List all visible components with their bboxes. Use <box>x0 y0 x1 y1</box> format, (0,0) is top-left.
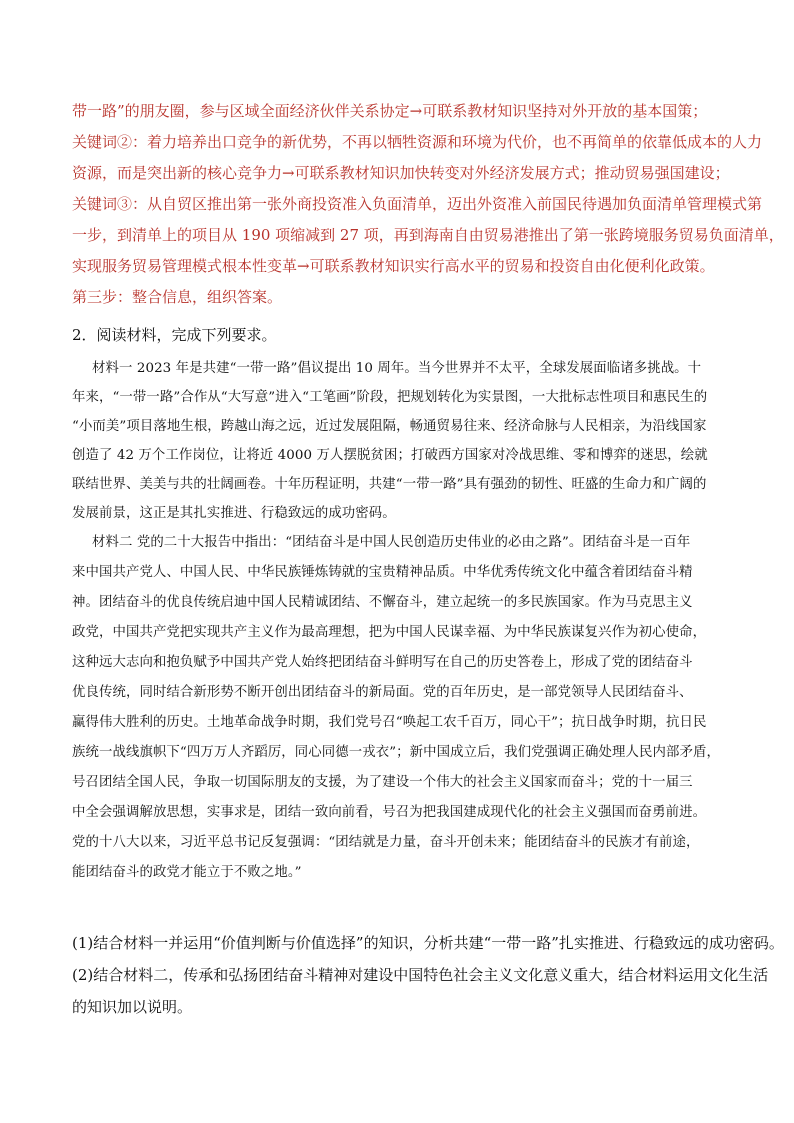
material-line: 党的十八大以来，习近平总书记反复强调：“团结就是力量，奋斗开创未来；能团结奋斗的民族才有前途， <box>72 835 700 850</box>
question-tasks <box>72 932 784 1028</box>
analysis-line: 关键词②：着力培养出口竞争的新优势，不再以牺牲资源和环境为代价，也不再简单的依靠低成本的人力 <box>72 133 763 151</box>
material-one <box>72 357 724 531</box>
material-line: 号召团结全国人民，争取一切国际朋友的支援，为了建设一个伟大的社会主义国家而奋斗；党的十一届三 <box>72 775 693 790</box>
material-line: 政党，中国共产党把实现共产主义作为最高理想，把为中国人民谋幸福、为中华民族谋复兴作为初心使命， <box>72 625 707 640</box>
material-line: 赢得伟大胜利的历史。土地革命战争时期，我们党号召“唤起工农千百万，同心干”；抗日战争时期，抗日民 <box>72 715 707 730</box>
answer-analysis-section <box>72 100 784 317</box>
question-number-line: 2．阅读材料，完成下列要求。 <box>72 326 277 344</box>
analysis-line: 实现服务贸易管理模式根本性变革→可联系教材知识实行高水平的贸易和投资自由化便利化政策。 <box>72 257 715 275</box>
question-heading <box>72 324 724 345</box>
task-line: (1)结合材料一并运用“价值判断与价值选择”的知识，分析共建“一带一路”扎实推进、行稳致远的成功密码。 <box>72 934 784 952</box>
analysis-step-line: 第三步：整合信息，组织答案。 <box>72 288 283 306</box>
analysis-line: 资源，而是突出新的核心竞争力→可联系教材知识加快转变对外经济发展方式；推动贸易强国建设； <box>72 164 730 182</box>
material-line: 能团结奋斗的政党才能立于不败之地。” <box>72 865 302 880</box>
material-line: 联结世界、美美与共的壮阔画卷。十年历程证明，共建“一带一路”具有强劲的韧性、旺盛的生命力和广阔的 <box>72 477 707 492</box>
analysis-line: 关键词③：从自贸区推出第一张外商投资准入负面清单，迈出外资准入前国民待遇加负面清单管理模式第 <box>72 195 763 213</box>
material-line: 年来，“一带一路”合作从“大写意”进入“工笔画”阶段，把规划转化为实景图，一大批标志性项目和惠民生的 <box>72 390 708 405</box>
material-line: 这种远大志向和抱负赋予中国共产党人始终把团结奋斗鲜明写在自己的历史答卷上，形成了党的团结奋斗 <box>72 655 693 670</box>
material-line: 创造了 42 万个工作岗位，让将近 4000 万人摆脱贫困；打破西方国家对冷战思维、零和博弈的迷思，绘就 <box>72 448 708 463</box>
material-line: 中全会强调解放思想，实事求是，团结一致向前看，号召为把我国建成现代化的社会主义强国而奋勇前进。 <box>72 805 707 820</box>
material-line: 发展前景，这正是其扎实推进、行稳致远的成功密码。 <box>72 506 396 521</box>
material-line: 优良传统，同时结合新形势不断开创出团结奋斗的新局面。党的百年历史，是一部党领导人民团结奋斗、 <box>72 685 693 700</box>
material-line: 材料一 2023 年是共建“一带一路”倡议提出 10 周年。当今世界并不太平，全球发展面临诸多挑战。十 <box>92 361 702 376</box>
task-line: 的知识加以说明。 <box>72 998 193 1016</box>
task-line: (2)结合材料二，传承和弘扬团结奋斗精神对建设中国特色社会主义文化意义重大，结合材料运用文化生活 <box>72 966 769 984</box>
material-two <box>72 531 724 891</box>
material-line: 族统一战线旗帜下“四万万人齐蹈厉，同心同德一戎衣”；新中国成立后，我们党强调正确处理人民内部矛盾， <box>72 745 720 760</box>
material-line: 来中国共产党人、中国人民、中华民族锤炼铸就的宝贵精神品质。中华优秀传统文化中蕴含着团结奋斗精 <box>72 565 693 580</box>
material-line: “小而美”项目落地生根，跨越山海之远，近过发展阻隔，畅通贸易往来、经济命脉与人民相亲，为沿线国家 <box>72 419 707 434</box>
material-line: 材料二 党的二十大报告中指出：“团结奋斗是中国人民创造历史伟业的必由之路”。团结奋斗是一百年 <box>92 535 691 550</box>
analysis-line: 一步，到清单上的项目从 190 项缩减到 27 项，再到海南自由贸易港推出了第一张跨境服务贸易负面清单， <box>72 226 784 244</box>
analysis-line: 带一路”的朋友圈，参与区域全面经济伙伴关系协定→可联系教材知识坚持对外开放的基本国策； <box>72 102 708 120</box>
material-line: 神。团结奋斗的优良传统启迪中国人民精诚团结、不懈奋斗，建立起统一的多民族国家。作为马克思主义 <box>72 595 693 610</box>
